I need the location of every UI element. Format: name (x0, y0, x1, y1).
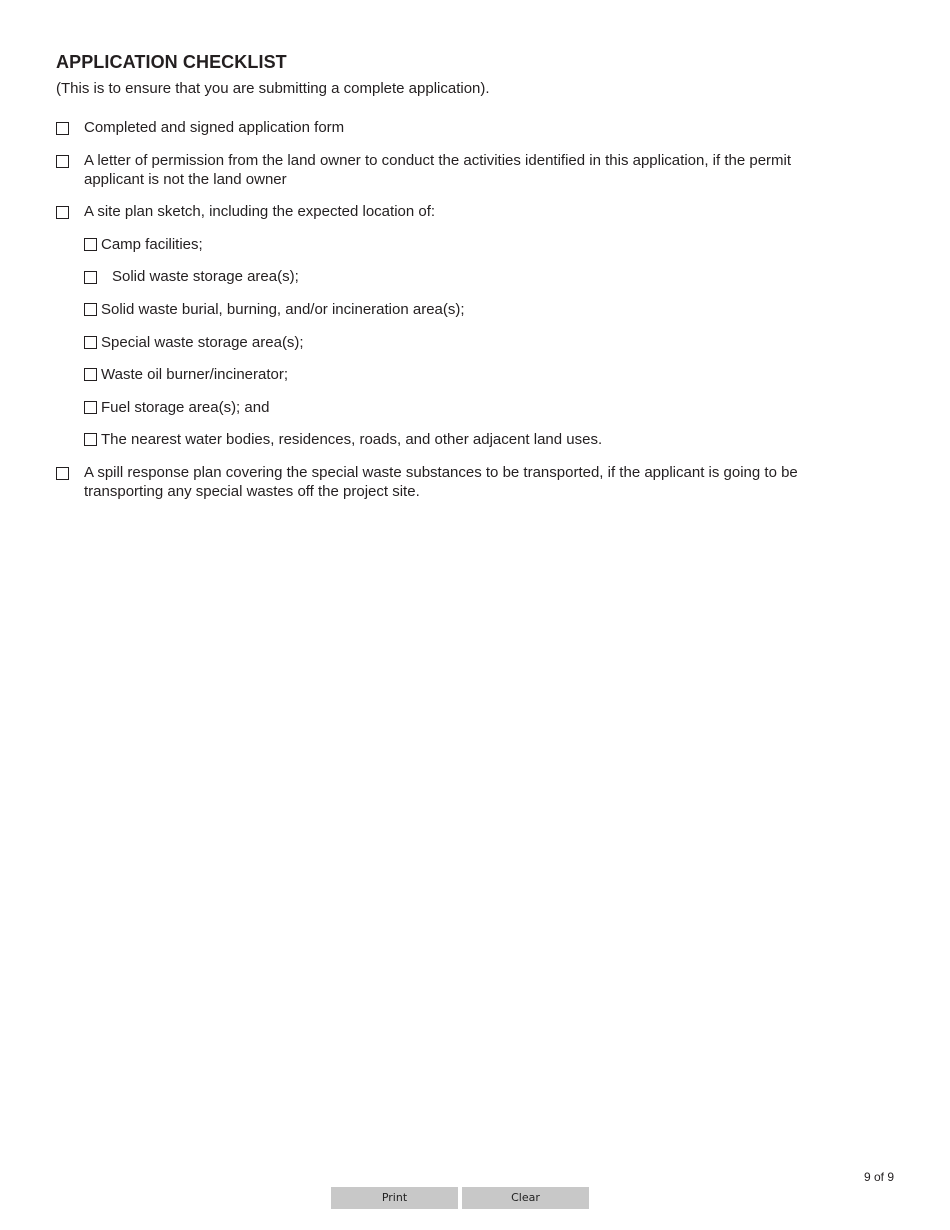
checkbox-camp-facilities[interactable] (84, 238, 97, 251)
page-number: 9 of 9 (863, 1170, 894, 1184)
checkbox-landowner-letter[interactable] (56, 155, 69, 168)
checkbox-nearest-water-bodies[interactable] (84, 433, 97, 446)
sub-item-label: Fuel storage area(s); and (101, 399, 270, 416)
checkbox-waste-oil-burner[interactable] (84, 368, 97, 381)
sub-item-label: Solid waste storage area(s); (112, 268, 299, 285)
sub-item-label: Camp facilities; (101, 236, 203, 253)
checkbox-site-plan[interactable] (56, 206, 69, 219)
checkbox-solid-waste-burial[interactable] (84, 303, 97, 316)
checkbox-signed-form[interactable] (56, 122, 69, 135)
clear-button[interactable]: Clear (462, 1187, 589, 1209)
checkbox-fuel-storage[interactable] (84, 401, 97, 414)
page-subtitle: (This is to ensure that you are submitting a complete application). (56, 80, 490, 97)
sub-item-label: Special waste storage area(s); (101, 334, 304, 351)
checklist-item-label: A site plan sketch, including the expected location of: (84, 203, 436, 220)
sub-item-label: The nearest water bodies, residences, roads, and other adjacent land uses. (101, 431, 603, 448)
sub-item-label: Solid waste burial, burning, and/or incineration area(s); (101, 301, 465, 318)
page-title: APPLICATION CHECKLIST (56, 52, 287, 72)
print-button[interactable]: Print (331, 1187, 458, 1209)
checklist-item-spill-response (56, 463, 856, 503)
checkbox-spill-response[interactable] (56, 467, 69, 480)
checkbox-special-waste-storage[interactable] (84, 336, 97, 349)
sub-item-label: Waste oil burner/incinerator; (101, 366, 289, 383)
checklist-item-label: Completed and signed application form (84, 119, 345, 136)
checkbox-solid-waste-storage[interactable] (84, 271, 97, 284)
checklist-item-label: A spill response plan covering the special waste substances to be transported, if the applicant is going to be transporting any special wastes off the project site. (84, 464, 798, 500)
checklist-item-label: A letter of permission from the land owner to conduct the activities identified in this application, if the permit applicant is not the land owner (84, 152, 792, 188)
checklist-item-landowner-letter (56, 151, 856, 191)
